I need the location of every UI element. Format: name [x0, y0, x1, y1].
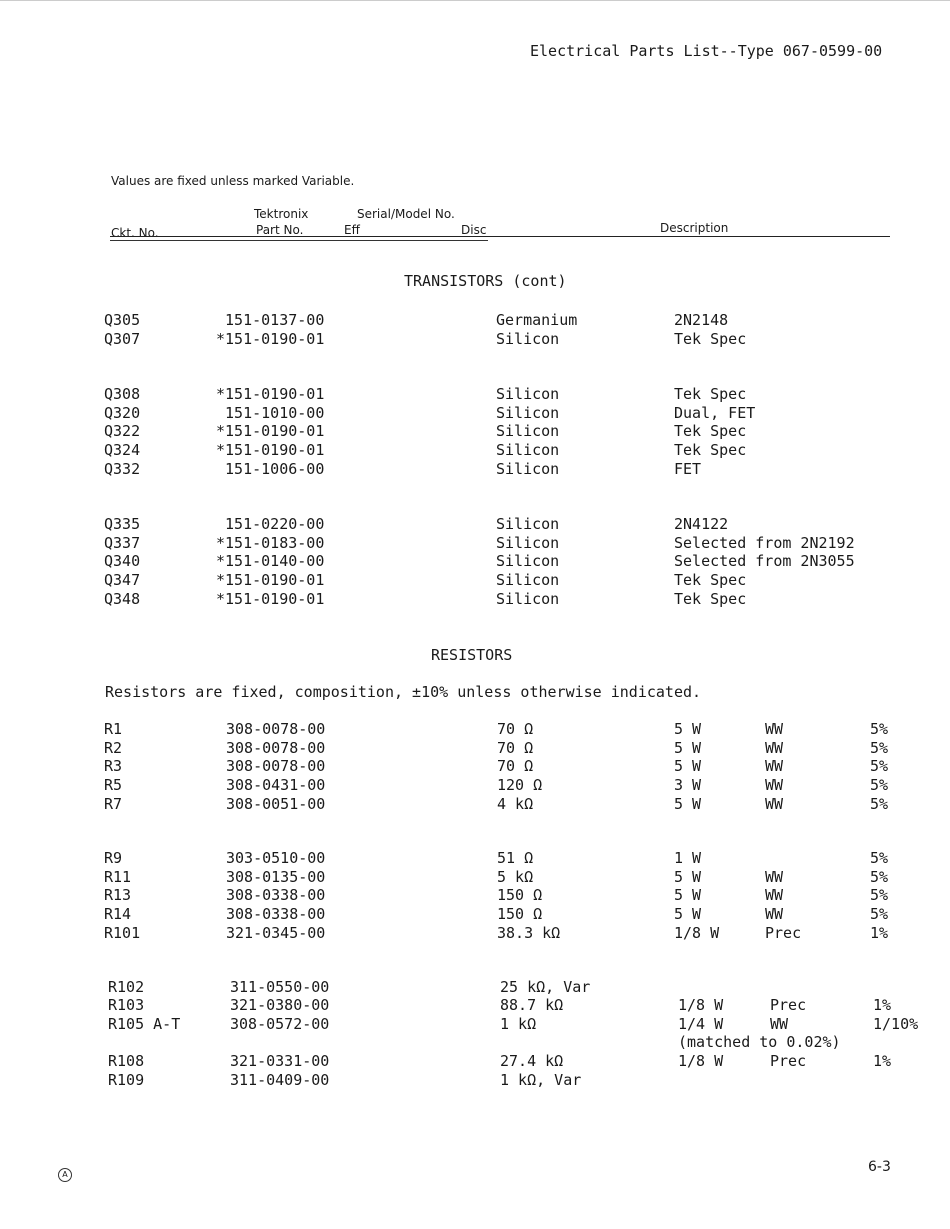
cell-description: Tek Spec [674, 329, 747, 348]
cell-material: Silicon [496, 459, 560, 478]
transistor-row [0, 515, 950, 533]
cell-value: 4 kΩ [497, 794, 534, 813]
cell-part-no: 321-0380-00 [230, 996, 330, 1014]
cell-tolerance: 5% [870, 905, 889, 924]
col-header-disc: Disc [461, 223, 487, 237]
cell-ckt-no: Q308 [104, 385, 141, 403]
cell-ckt-no: Q307 [104, 329, 141, 348]
cell-ckt-no: R7 [104, 794, 123, 813]
cell-part-no: 308-0051-00 [226, 794, 326, 813]
cell-ckt-no: Q337 [104, 533, 141, 552]
cell-ckt-no: R102 [108, 978, 145, 996]
cell-ckt-no: R5 [104, 776, 123, 795]
cell-part-no: 321-0345-00 [226, 923, 326, 942]
resistor-row [0, 795, 950, 813]
cell-part-no: 151-0220-00 [216, 515, 325, 533]
cell-value: 5 kΩ [497, 867, 534, 886]
cell-value: 27.4 kΩ [500, 1052, 564, 1070]
cell-part-no: 308-0078-00 [226, 757, 326, 776]
cell-type: Prec [770, 1052, 807, 1070]
cell-value: 70 Ω [497, 720, 534, 738]
cell-ckt-no: R13 [104, 886, 132, 905]
cell-description: Dual, FET [674, 403, 756, 422]
cell-description: Tek Spec [674, 441, 747, 460]
cell-part-no: 303-0510-00 [226, 849, 326, 867]
cell-wattage: 5 W [674, 757, 702, 776]
col-header-description: Description [660, 221, 729, 235]
header-rule-secondary [110, 240, 488, 241]
cell-wattage: 5 W [674, 886, 702, 905]
cell-tolerance: 5% [870, 738, 889, 757]
cell-wattage: 5 W [674, 905, 702, 924]
cell-ckt-no: R101 [104, 923, 141, 942]
cell-part-no: *151-0190-01 [216, 329, 325, 348]
transistor-row [0, 534, 950, 552]
cell-part-no: 308-0572-00 [230, 1015, 330, 1033]
cell-part-no: 308-0078-00 [226, 720, 326, 738]
intro-note: Values are fixed unless marked Variable. [111, 174, 355, 188]
cell-description: Tek Spec [674, 385, 747, 403]
resistor-row [0, 757, 950, 775]
resistor-row [0, 720, 950, 738]
resistor-row [0, 1052, 950, 1070]
transistor-row [0, 441, 950, 459]
section-heading-transistors: TRANSISTORS (cont) [404, 272, 567, 290]
col-header-tektronix: Tektronix [254, 207, 309, 221]
page-header-title: Electrical Parts List--Type 067-0599-00 [530, 42, 883, 60]
cell-material: Silicon [496, 385, 560, 403]
cell-wattage: 1/8 W [674, 923, 720, 942]
cell-part-no: 311-0409-00 [230, 1071, 330, 1089]
cell-description: Tek Spec [674, 589, 747, 608]
cell-material: Silicon [496, 571, 560, 590]
cell-value: 38.3 kΩ [497, 923, 561, 942]
cell-wattage: 5 W [674, 720, 702, 738]
transistor-row [0, 571, 950, 589]
cell-part-no: *151-0190-01 [216, 571, 325, 590]
cell-ckt-no: R3 [104, 757, 123, 776]
cell-material: Silicon [496, 515, 560, 533]
cell-material: Silicon [496, 329, 560, 348]
cell-value: 25 kΩ, Var [500, 978, 591, 996]
transistor-row [0, 422, 950, 440]
cell-wattage: 1/4 W [678, 1015, 724, 1033]
cell-ckt-no: Q340 [104, 552, 141, 571]
cell-part-no: 151-1006-00 [216, 459, 325, 478]
cell-description: 2N2148 [674, 311, 729, 329]
cell-description: Tek Spec [674, 422, 747, 441]
resistor-row [0, 1071, 950, 1089]
transistor-row [0, 460, 950, 478]
cell-ckt-no: R11 [104, 867, 132, 886]
col-header-serial-model: Serial/Model No. [357, 207, 455, 221]
cell-part-no: *151-0190-01 [216, 441, 325, 460]
cell-part-no: 308-0338-00 [226, 905, 326, 924]
cell-material: Silicon [496, 552, 560, 571]
cell-tolerance: 1% [873, 1052, 892, 1070]
cell-type: WW [765, 720, 784, 738]
cell-part-no: 308-0135-00 [226, 867, 326, 886]
cell-type: Prec [765, 923, 802, 942]
cell-tolerance: 5% [870, 776, 889, 795]
cell-description: 2N4122 [674, 515, 729, 533]
cell-type: WW [765, 867, 784, 886]
cell-value: 120 Ω [497, 776, 543, 795]
col-header-eff: Eff [344, 223, 360, 237]
cell-ckt-no: Q348 [104, 589, 141, 608]
cell-ckt-no: R103 [108, 996, 145, 1014]
cell-part-no: 151-1010-00 [216, 403, 325, 422]
cell-tolerance: 5% [870, 720, 889, 738]
cell-wattage: 1/8 W [678, 996, 724, 1014]
cell-wattage: 5 W [674, 867, 702, 886]
scan-edge [0, 0, 950, 1]
resistor-row [0, 886, 950, 904]
resistor-row [0, 1033, 950, 1051]
resistor-row [0, 739, 950, 757]
resistor-note: Resistors are fixed, composition, ±10% unless otherwise indicated. [105, 683, 702, 701]
cell-value: 70 Ω [497, 757, 534, 776]
cell-tolerance: 5% [870, 849, 889, 867]
transistor-row [0, 330, 950, 348]
cell-part-no: 151-0137-00 [216, 311, 325, 329]
cell-part-no: 311-0550-00 [230, 978, 330, 996]
cell-wattage: (matched to 0.02%) [678, 1033, 841, 1051]
cell-wattage: 1 W [674, 849, 702, 867]
cell-type: WW [770, 1015, 789, 1033]
cell-type: WW [765, 794, 784, 813]
page-number: 6-3 [868, 1159, 891, 1175]
resistor-row [0, 849, 950, 867]
cell-ckt-no: R14 [104, 905, 132, 924]
resistor-row [0, 978, 950, 996]
cell-wattage: 5 W [674, 738, 702, 757]
cell-value: 51 Ω [497, 849, 534, 867]
resistor-row [0, 905, 950, 923]
cell-ckt-no: R109 [108, 1071, 145, 1089]
cell-type: WW [765, 738, 784, 757]
resistor-row [0, 996, 950, 1014]
cell-ckt-no: R1 [104, 720, 123, 738]
cell-type: WW [765, 757, 784, 776]
cell-ckt-no: R108 [108, 1052, 145, 1070]
cell-part-no: 321-0331-00 [230, 1052, 330, 1070]
cell-tolerance: 5% [870, 794, 889, 813]
cell-part-no: *151-0190-01 [216, 422, 325, 441]
cell-tolerance: 1% [870, 923, 889, 942]
cell-ckt-no: R9 [104, 849, 123, 867]
cell-part-no: *151-0190-01 [216, 385, 325, 403]
cell-description: Selected from 2N2192 [674, 533, 855, 552]
resistor-row [0, 924, 950, 942]
transistor-row [0, 385, 950, 403]
cell-value: 70 Ω [497, 738, 534, 757]
cell-ckt-no: Q332 [104, 459, 141, 478]
cell-part-no: 308-0431-00 [226, 776, 326, 795]
cell-type: WW [765, 886, 784, 905]
cell-part-no: *151-0183-00 [216, 533, 325, 552]
cell-description: Selected from 2N3055 [674, 552, 855, 571]
cell-value: 88.7 kΩ [500, 996, 564, 1014]
cell-material: Silicon [496, 422, 560, 441]
transistor-row [0, 404, 950, 422]
cell-tolerance: 5% [870, 867, 889, 886]
cell-description: Tek Spec [674, 571, 747, 590]
cell-ckt-no: Q322 [104, 422, 141, 441]
cell-ckt-no: Q305 [104, 311, 141, 329]
cell-value: 150 Ω [497, 886, 543, 905]
cell-tolerance: 5% [870, 886, 889, 905]
resistor-row [0, 868, 950, 886]
cell-value: 1 kΩ [500, 1015, 537, 1033]
cell-wattage: 1/8 W [678, 1052, 724, 1070]
cell-ckt-no: R105 A-T [108, 1015, 181, 1033]
cell-part-no: 308-0338-00 [226, 886, 326, 905]
transistor-row [0, 311, 950, 329]
cell-material: Germanium [496, 311, 578, 329]
cell-material: Silicon [496, 533, 560, 552]
cell-wattage: 3 W [674, 776, 702, 795]
cell-type: WW [765, 905, 784, 924]
header-rule [110, 236, 890, 237]
cell-material: Silicon [496, 589, 560, 608]
publisher-logo: A [58, 1168, 72, 1182]
section-heading-resistors: RESISTORS [431, 646, 513, 664]
cell-ckt-no: Q324 [104, 441, 141, 460]
resistor-row [0, 1015, 950, 1033]
cell-tolerance: 5% [870, 757, 889, 776]
col-header-ckt-no: Ckt. No. [111, 226, 159, 240]
transistor-row [0, 590, 950, 608]
cell-type: WW [765, 776, 784, 795]
cell-ckt-no: Q335 [104, 515, 141, 533]
transistor-row [0, 552, 950, 570]
cell-description: FET [674, 459, 702, 478]
cell-type: Prec [770, 996, 807, 1014]
cell-tolerance: 1% [873, 996, 892, 1014]
cell-value: 150 Ω [497, 905, 543, 924]
cell-part-no: *151-0190-01 [216, 589, 325, 608]
cell-part-no: *151-0140-00 [216, 552, 325, 571]
cell-tolerance: 1/10% [873, 1015, 919, 1033]
col-header-part-no: Part No. [256, 223, 304, 237]
cell-value: 1 kΩ, Var [500, 1071, 582, 1089]
cell-ckt-no: Q347 [104, 571, 141, 590]
cell-wattage: 5 W [674, 794, 702, 813]
cell-material: Silicon [496, 441, 560, 460]
cell-ckt-no: Q320 [104, 403, 141, 422]
cell-material: Silicon [496, 403, 560, 422]
resistor-row [0, 776, 950, 794]
cell-part-no: 308-0078-00 [226, 738, 326, 757]
cell-ckt-no: R2 [104, 738, 123, 757]
